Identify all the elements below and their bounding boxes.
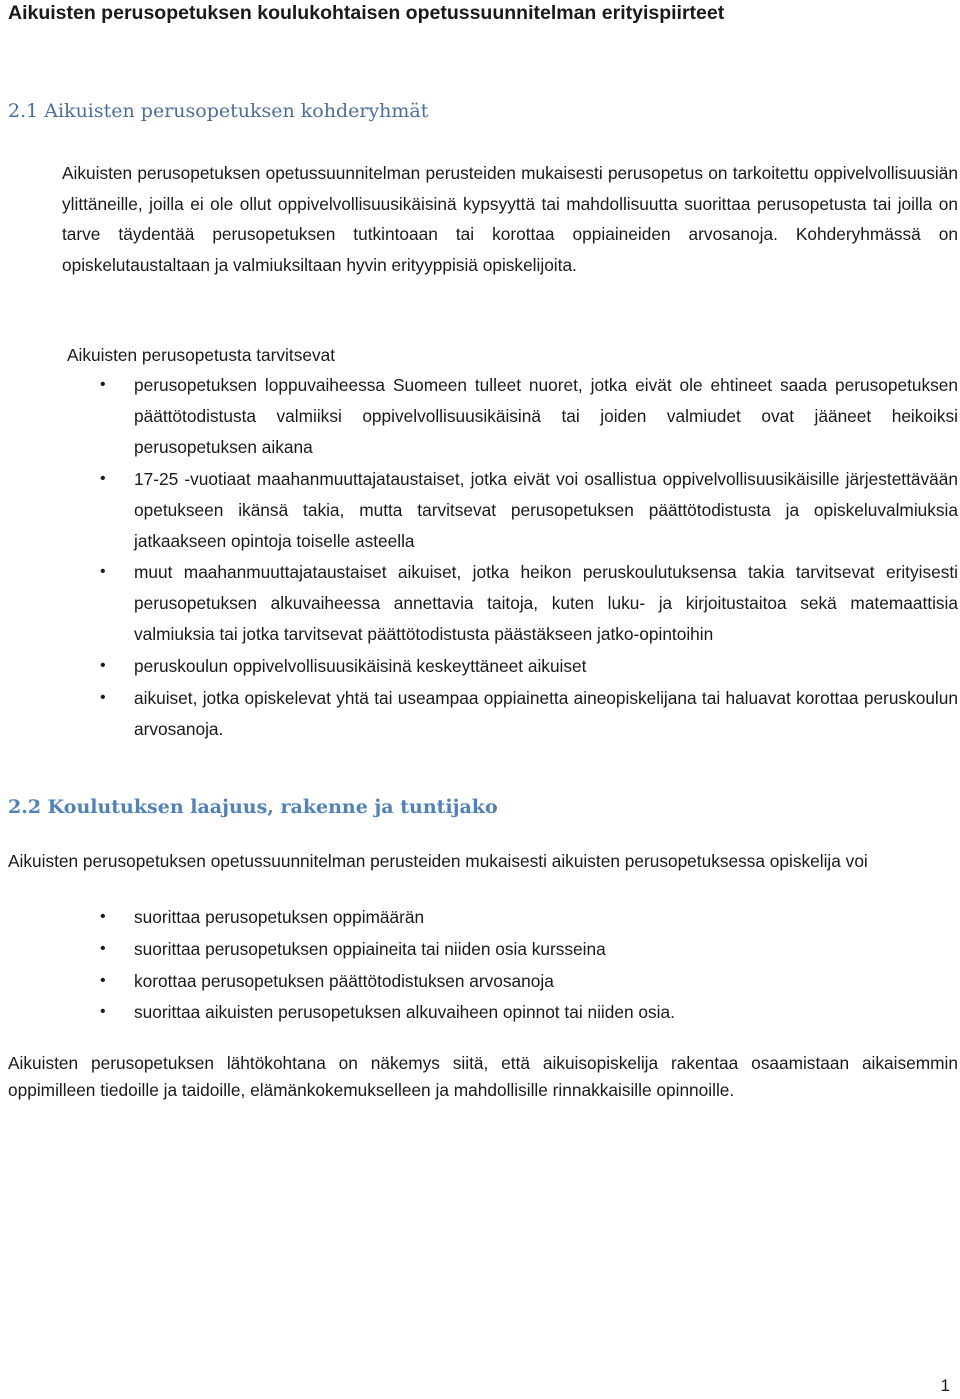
section-2-2-closing-paragraph: Aikuisten perusopetuksen lähtökohtana on näkemys siitä, että aikuisopiskelija rakentaa osaamistaan aikaisemmin oppimilleen tiedoille ja taidoille, elämänkokemukselleen ja mahdollisille rinnakkaisille opinnoille. [8, 1053, 958, 1100]
list-item [100, 370, 958, 463]
list-item-text: suorittaa perusopetuksen oppiaineita tai niiden osia kursseina [134, 938, 606, 959]
bullet-icon: • [100, 469, 106, 487]
list-item [100, 464, 958, 557]
bullet-icon: • [100, 563, 106, 581]
bullet-icon: • [100, 939, 106, 957]
bullet-icon: • [100, 971, 106, 989]
list-item [100, 902, 958, 933]
section-heading-2-2: 2.2 Koulutuksen laajuus, rakenne ja tuntijako [8, 796, 498, 818]
bullet-icon: • [100, 376, 106, 393]
list-item-text: korottaa perusopetuksen päättötodistuksen arvosanoja [134, 970, 554, 991]
list-item-text: muut maahanmuuttajataustaiset aikuiset, jotka heikon peruskoulutuksensa takia tarvitsevat erityisesti perusopetuksen alkuvaiheessa annettavia taitoja, kuten luku- ja kirjoitustaitoa sekä matemaattisia valmiuksia tai jotka tarvitsevat päättötodistusta päästäkseen jatko-opintoihin [134, 562, 958, 645]
page-number: 1 [940, 1376, 950, 1395]
bullet-icon: • [100, 1003, 106, 1021]
page-header-title: Aikuisten perusopetuksen koulukohtaisen opetussuunnitelman erityispiirteet [8, 2, 725, 24]
target-group-list-intro: Aikuisten perusopetusta tarvitsevat [67, 345, 336, 365]
study-options-list [100, 902, 958, 1029]
list-item-text: suorittaa aikuisten perusopetuksen alkuvaiheen opinnot tai niiden osia. [134, 1002, 675, 1023]
bullet-icon: • [100, 908, 106, 925]
list-item-text: 17-25 -vuotiaat maahanmuuttajataustaiset, jotka eivät voi osallistua oppivelvollisuusikäisille järjestettävään opetukseen ikänsä takia, mutta tarvitsevat perusopetuksen päättötodistusta ja opiskeluvalmiuksia jatkaakseen opintoja toiselle asteella [134, 468, 958, 551]
list-item [100, 651, 958, 682]
list-item-text: aikuiset, jotka opiskelevat yhtä tai useampaa oppiainetta aineopiskelijana tai haluavat korottaa peruskoulun arvosanoja. [134, 688, 958, 739]
section-2-2-paragraph: Aikuisten perusopetuksen opetussuunnitelman perusteiden mukaisesti aikuisten perusopetuksessa opiskelija voi [8, 851, 868, 871]
bullet-icon: • [100, 689, 106, 707]
list-item-text: suorittaa perusopetuksen oppimäärän [134, 907, 425, 927]
list-item [100, 997, 958, 1028]
section-2-1-paragraph: Aikuisten perusopetuksen opetussuunnitelman perusteiden mukaisesti perusopetus on tarkoitettu oppivelvollisuusiän ylittäneille, joilla ei ole ollut oppivelvollisuusikäisinä kypsyyttä tai mahdollisuutta suorittaa perusopetusta tai joilla on tarve täydentää perusopetuksen tutkintoaan tai korottaa oppiaineiden arvosanoja. Kohderyhmässä on opiskelutaustaltaan ja valmiuksiltaan hyvin erityyppisiä opiskelijoita. [62, 163, 958, 275]
list-item [100, 934, 958, 965]
list-item [100, 683, 958, 745]
bullet-icon: • [100, 657, 106, 675]
list-item-text: perusopetuksen loppuvaiheessa Suomeen tulleet nuoret, jotka eivät ole ehtineet saada perusopetuksen päättötodistusta valmiiksi oppivelvollisuusikäisinä tai joiden valmiudet ovat jääneet heikoiksi perusopetuksen aikana [134, 375, 958, 457]
list-item [100, 557, 958, 650]
target-group-list [100, 370, 958, 746]
section-heading-2-1: 2.1 Aikuisten perusopetuksen kohderyhmät [8, 100, 429, 122]
list-item [100, 966, 958, 997]
list-item-text: peruskoulun oppivelvollisuusikäisinä keskeyttäneet aikuiset [134, 656, 587, 677]
